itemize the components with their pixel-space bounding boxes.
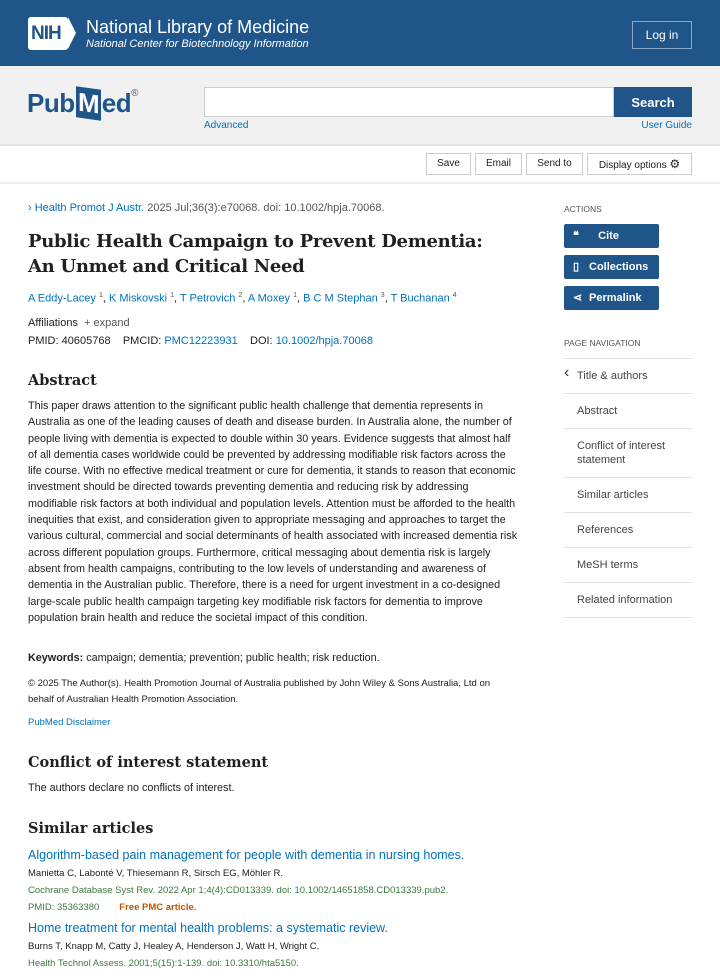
author-list xyxy=(28,292,457,305)
abstract-heading: Abstract xyxy=(28,372,97,389)
journal-citation xyxy=(28,202,385,214)
keywords-value: campaign; dementia; prevention; public health; risk reduction. xyxy=(83,652,380,664)
author-link[interactable]: T Buchanan xyxy=(390,292,450,305)
nlm-title[interactable]: National Library of Medicine xyxy=(86,17,310,37)
journal-name: Health Promot J Austr. xyxy=(34,202,145,214)
author-link[interactable]: A Moxey xyxy=(247,292,291,305)
similar-article-authors: Burns T, Knapp M, Catty J, Healey A, Henderson J, Watt H, Wright C. xyxy=(28,941,320,952)
page-navigation xyxy=(564,358,692,618)
similar-article-authors: Manietta C, Labonté V, Thiesemann R, Sirsch EG, Möhler R. xyxy=(28,868,284,879)
author-separator: , xyxy=(242,292,248,305)
author-affiliation-number[interactable]: 1 xyxy=(293,292,297,299)
author-link[interactable]: A Eddy-Lacey xyxy=(28,292,96,305)
save-button[interactable]: Save xyxy=(426,153,471,175)
quote-icon: ❝ xyxy=(573,230,579,242)
cite-button[interactable] xyxy=(564,224,659,248)
nav-title-authors[interactable]: ‹ Title & authors xyxy=(564,359,692,394)
author-affiliation-number[interactable]: 1 xyxy=(98,292,103,299)
pmid-label: PMID: xyxy=(28,335,59,347)
share-icon: ⋖ xyxy=(573,292,583,304)
permalink-label: Permalink xyxy=(589,292,642,304)
display-options-label: Display options xyxy=(598,160,667,171)
author-separator: , xyxy=(384,292,391,305)
author-affiliation-number[interactable]: 1 xyxy=(170,292,174,299)
nav-abstract[interactable]: Abstract xyxy=(564,394,692,429)
affiliations-label: Affiliations xyxy=(28,317,78,329)
search-input[interactable] xyxy=(204,87,614,117)
user-guide-link[interactable]: User Guide xyxy=(641,120,692,131)
article-toolbar xyxy=(0,146,720,184)
similar-article-title[interactable]: Algorithm-based pain management for people with dementia in nursing homes. xyxy=(28,848,465,862)
nav-references[interactable]: References xyxy=(564,513,692,548)
similar-article-title[interactable]: Home treatment for mental health problems: a systematic review. xyxy=(28,921,388,935)
advanced-link[interactable]: Advanced xyxy=(204,120,249,131)
doi-label: DOI: xyxy=(250,335,273,347)
citation-text: 2025 Jul;36(3):e70068. doi: 10.1002/hpja.70068. xyxy=(144,202,385,214)
free-pmc-badge: Free PMC article. xyxy=(119,902,197,913)
similar-article-journal: Cochrane Database Syst Rev. 2022 Apr 1;4(4):CD013339. doi: 10.1002/14651858.CD013339.pub2. xyxy=(28,885,449,896)
keywords-label: Keywords: xyxy=(28,652,84,664)
author-link[interactable]: K Miskovski xyxy=(108,292,168,305)
article-title: Public Health Campaign to Prevent Dementia: An Unmet and Critical Need xyxy=(28,231,483,277)
nih-logo[interactable]: NIH xyxy=(28,17,68,50)
pubmed-logo[interactable] xyxy=(27,88,138,119)
actions-heading: ACTIONS xyxy=(564,204,602,214)
bookmark-icon: ▯ xyxy=(573,261,580,273)
nav-related-information[interactable]: Related information xyxy=(564,583,692,618)
abstract-text: This paper draws attention to the significant public health challenge that dementia represents in Australia as one of the leading causes of death and disease burden. In Australia alone, the number of people living with dementia is expected to double within 30 years. Evidence suggests that almost half of all dementia cases worldwide could be prevented by addressing modifiable risk factors across the life course. With no effective medical treatment or cure for dementia, it stands to reason that economic investment should be directed towards preventing dementia and reducing risk by addressing modifiable risk factors at both individual and population levels. Attention must be afforded to the health inequities that exist, and consideration given to appropriate messaging and approaches to target the various cultural, commercial and social determinants of health associated with increased dementia risk across different population groups. Furthermore, critical messaging about dementia risk is largely absent from health campaigns, contributing to the low levels of understanding and awareness of dementia in the Australian public. Therefore, there is a need for urgent investment in a co-designed large-scale public health campaign targeting key modifiable risk factors for dementia to improve population brain health and reduce the societal impact of this condition. xyxy=(28,400,518,624)
author-link[interactable]: B C M Stephan xyxy=(303,292,378,305)
similar-article-pmid: PMID: 35363380 xyxy=(28,902,100,913)
collections-label: Collections xyxy=(589,261,649,273)
pmcid-label: PMCID: xyxy=(122,335,162,347)
journal-link[interactable] xyxy=(28,202,144,214)
cite-label: Cite xyxy=(598,230,619,242)
logo-m: M xyxy=(77,86,99,120)
send-to-button[interactable]: Send to xyxy=(526,153,583,175)
logo-pub: Pub xyxy=(27,88,75,118)
permalink-button[interactable] xyxy=(564,286,659,310)
logo-ed: ed xyxy=(101,88,132,118)
copyright: © 2025 The Author(s). Health Promotion Journal of Australia published by John Wiley & Sons Australia, Ltd on behalf of Australian Health Promotion Association. xyxy=(28,678,491,705)
nav-similar-articles[interactable]: Similar articles xyxy=(564,478,692,513)
author-separator: , xyxy=(102,292,109,305)
nlm-subtitle: National Center for Biotechnology Information xyxy=(86,38,309,50)
page-navigation-heading: PAGE NAVIGATION xyxy=(564,338,641,348)
display-options-button[interactable] xyxy=(587,153,692,175)
site-header xyxy=(0,0,720,66)
similar-article-ids xyxy=(28,902,518,913)
search-button[interactable]: Search xyxy=(614,87,692,117)
login-button[interactable]: Log in xyxy=(632,21,692,49)
author-affiliation-number[interactable]: 2 xyxy=(238,292,243,299)
similar-article xyxy=(28,919,518,969)
affiliations xyxy=(28,317,130,329)
email-button[interactable]: Email xyxy=(475,153,522,175)
nav-conflict-of-interest[interactable]: Conflict of interest statement xyxy=(564,429,692,478)
pmid-value: 40605768 xyxy=(61,335,111,347)
similar-article xyxy=(28,846,518,913)
author-link[interactable]: T Petrovich xyxy=(179,292,236,305)
similar-articles-heading: Similar articles xyxy=(28,820,154,837)
pmcid-link[interactable]: PMC12223931 xyxy=(164,335,238,347)
doi-link[interactable]: 10.1002/hpja.70068 xyxy=(275,335,373,347)
gear-icon: ⚙ xyxy=(669,157,681,171)
author-affiliation-number[interactable]: 3 xyxy=(380,292,385,299)
logo-reg: ® xyxy=(131,88,138,99)
similar-article-journal: Health Technol Assess. 2001;5(15):1-139. doi: 10.3310/hta5150. xyxy=(28,958,299,969)
nav-mesh-terms[interactable]: MeSH terms xyxy=(564,548,692,583)
author-separator: , xyxy=(174,292,180,305)
collections-button[interactable] xyxy=(564,255,659,279)
keywords xyxy=(28,652,380,664)
coi-text: The authors declare no conflicts of interest. xyxy=(28,782,235,794)
article-ids xyxy=(28,335,373,347)
pubmed-disclaimer-link[interactable]: PubMed Disclaimer xyxy=(28,717,111,728)
coi-heading: Conflict of interest statement xyxy=(28,754,269,771)
expand-affiliations-button[interactable]: + expand xyxy=(84,317,130,329)
author-separator: , xyxy=(297,292,304,305)
author-affiliation-number[interactable]: 4 xyxy=(452,292,457,299)
chevron-right-icon: › xyxy=(28,202,32,214)
